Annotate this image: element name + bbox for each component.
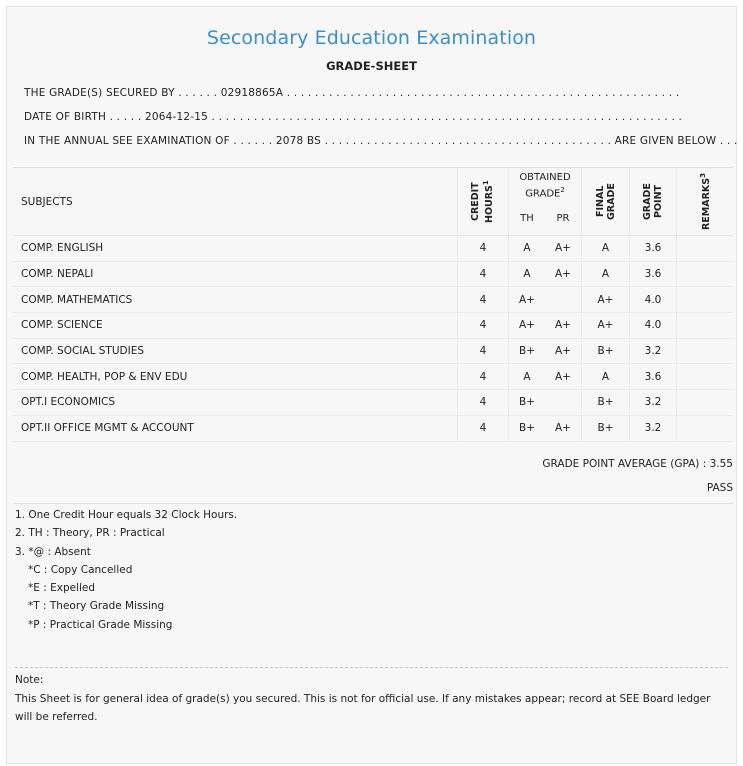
legend-item: 2. TH : Theory, PR : Practical bbox=[15, 527, 165, 540]
legend bbox=[15, 506, 237, 634]
header-pr: PR bbox=[556, 213, 570, 225]
subject-name: COMP. SOCIAL STUDIES bbox=[21, 345, 145, 358]
practical-grade: A+ bbox=[555, 242, 571, 255]
page-title: Secondary Education Examination bbox=[206, 27, 537, 49]
grade-point: 3.6 bbox=[629, 364, 676, 389]
theory-grade: A+ bbox=[508, 287, 545, 312]
note-divider bbox=[15, 667, 728, 668]
exam-fill: . . . . . . . . . . . . . . . . . . . . . . . . . . . . . . . . . . . . . . . . . bbox=[324, 135, 612, 147]
grade-point: 3.6 bbox=[629, 236, 676, 261]
exam-label: IN THE ANNUAL SEE EXAMINATION OF . . . . . . bbox=[24, 135, 273, 147]
theory-grade: A+ bbox=[508, 313, 545, 338]
final-grade: B+ bbox=[581, 416, 629, 441]
subject-name: COMP. NEPALI bbox=[21, 268, 94, 281]
practical-grade bbox=[545, 287, 581, 312]
exam-suffix: ARE GIVEN BELOW . . . bbox=[614, 135, 738, 147]
grade-point: 3.2 bbox=[629, 339, 676, 364]
final-grade: A+ bbox=[581, 313, 629, 338]
remarks bbox=[676, 236, 733, 261]
legend-item: *T : Theory Grade Missing bbox=[28, 600, 165, 613]
header-remarks-label: REMARKS bbox=[701, 177, 713, 230]
subject-name: COMP. ENGLISH bbox=[21, 242, 104, 255]
credit-hours: 4 bbox=[457, 287, 508, 312]
practical-grade: A+ bbox=[555, 268, 571, 281]
note bbox=[15, 671, 731, 727]
credit-hours: 4 bbox=[457, 390, 508, 415]
secured-by-fill: . . . . . . . . . . . . . . . . . . . . . . . . . . . . . . . . . . . . . . . . . . . . . . . . . . . . . . . . bbox=[286, 87, 680, 99]
dob-line bbox=[24, 111, 682, 123]
remarks bbox=[676, 390, 733, 415]
dob-label: DATE OF BIRTH . . . . . bbox=[24, 111, 142, 123]
header-credit-hours-label: CREDIT HOURS bbox=[470, 182, 496, 223]
gpa-text: GRADE POINT AVERAGE (GPA) : 3.55 bbox=[542, 458, 733, 470]
secured-by-label: THE GRADE(S) SECURED BY . . . . . . bbox=[24, 87, 218, 99]
grade-point: 3.2 bbox=[629, 416, 676, 441]
grade-point: 3.2 bbox=[629, 390, 676, 415]
final-grade: B+ bbox=[581, 390, 629, 415]
legend-item: *P : Practical Grade Missing bbox=[28, 618, 173, 631]
subject-name: COMP. MATHEMATICS bbox=[21, 293, 133, 306]
practical-grade: A+ bbox=[555, 422, 571, 435]
dob-value: 2064-12-15 bbox=[144, 111, 208, 123]
practical-grade: A+ bbox=[555, 370, 571, 383]
credit-hours: 4 bbox=[457, 262, 508, 287]
header-subjects: SUBJECTS bbox=[21, 195, 73, 208]
theory-grade: A bbox=[508, 364, 545, 389]
table-row bbox=[13, 364, 733, 390]
remarks bbox=[676, 262, 733, 287]
header-obtained-grade-label: OBTAINED GRADE bbox=[519, 171, 571, 200]
credit-hours: 4 bbox=[457, 313, 508, 338]
theory-grade: B+ bbox=[508, 390, 545, 415]
header-credit-hours-sup: 1 bbox=[482, 180, 491, 185]
grade-point: 4.0 bbox=[629, 287, 676, 312]
header-remarks bbox=[676, 168, 733, 235]
remarks bbox=[676, 313, 733, 338]
final-grade: A bbox=[581, 364, 629, 389]
secured-by-line bbox=[24, 87, 679, 99]
credit-hours: 4 bbox=[457, 236, 508, 261]
legend-item: 1. One Credit Hour equals 32 Clock Hours. bbox=[15, 509, 238, 521]
header-obtained-grade bbox=[508, 168, 581, 235]
theory-grade: B+ bbox=[508, 339, 545, 364]
legend-item: *C : Copy Cancelled bbox=[28, 563, 133, 576]
grade-point: 3.6 bbox=[629, 262, 676, 287]
header-grade-point-label: GRADE POINT bbox=[642, 183, 664, 220]
practical-grade: A+ bbox=[555, 345, 571, 358]
credit-hours: 4 bbox=[457, 416, 508, 441]
legend-item: 3. *@ : Absent bbox=[15, 545, 91, 558]
theory-grade: A bbox=[508, 262, 545, 287]
subject-name: OPT.II OFFICE MGMT & ACCOUNT bbox=[21, 422, 194, 435]
dob-fill: . . . . . . . . . . . . . . . . . . . . . . . . . . . . . . . . . . . . . . . . . . . . . . . . . . . . . . . . . . . . . . . . . . . bbox=[211, 111, 683, 123]
practical-grade: A+ bbox=[555, 319, 571, 332]
remarks bbox=[676, 416, 733, 441]
theory-grade: A bbox=[508, 236, 545, 261]
final-grade: A+ bbox=[581, 287, 629, 312]
table-row bbox=[13, 390, 733, 416]
result-status: PASS bbox=[706, 482, 733, 494]
exam-line bbox=[24, 135, 738, 147]
theory-grade: B+ bbox=[508, 416, 545, 441]
table-header bbox=[13, 167, 733, 236]
final-grade: B+ bbox=[581, 339, 629, 364]
final-grade: A bbox=[581, 236, 629, 261]
header-grade-point bbox=[629, 168, 676, 235]
remarks bbox=[676, 287, 733, 312]
credit-hours: 4 bbox=[457, 339, 508, 364]
remarks bbox=[676, 339, 733, 364]
header-final-grade-label: FINAL GRADE bbox=[594, 183, 617, 220]
header-th: TH bbox=[520, 213, 534, 225]
summary bbox=[13, 447, 733, 504]
symbol-number: 02918865A bbox=[220, 87, 284, 99]
header-obtained-grade-sup: 2 bbox=[560, 185, 565, 194]
subject-name: OPT.I ECONOMICS bbox=[21, 396, 116, 409]
subject-name: COMP. HEALTH, POP & ENV EDU bbox=[21, 370, 188, 383]
remarks bbox=[676, 364, 733, 389]
subject-name: COMP. SCIENCE bbox=[21, 319, 103, 332]
table-row bbox=[13, 416, 733, 442]
header-remarks-sup: 3 bbox=[698, 172, 707, 178]
table-row bbox=[13, 262, 733, 288]
note-text: This Sheet is for general idea of grade(s) you secured. This is not for official use. If any mistakes appear; record at SEE Board ledger will be referred. bbox=[15, 692, 711, 723]
results-table bbox=[13, 167, 733, 442]
header-final-grade bbox=[581, 168, 629, 235]
note-label: Note: bbox=[15, 674, 44, 686]
header-credit-hours bbox=[457, 168, 508, 235]
page-subtitle: GRADE-SHEET bbox=[326, 59, 417, 73]
exam-year: 2078 BS bbox=[275, 135, 322, 147]
table-row bbox=[13, 236, 733, 262]
table-row bbox=[13, 313, 733, 339]
table-row bbox=[13, 287, 733, 313]
table-row bbox=[13, 339, 733, 365]
legend-item: *E : Expelled bbox=[28, 582, 96, 595]
credit-hours: 4 bbox=[457, 364, 508, 389]
practical-grade bbox=[545, 390, 581, 415]
grade-point: 4.0 bbox=[629, 313, 676, 338]
final-grade: A bbox=[581, 262, 629, 287]
grade-sheet bbox=[6, 6, 737, 764]
